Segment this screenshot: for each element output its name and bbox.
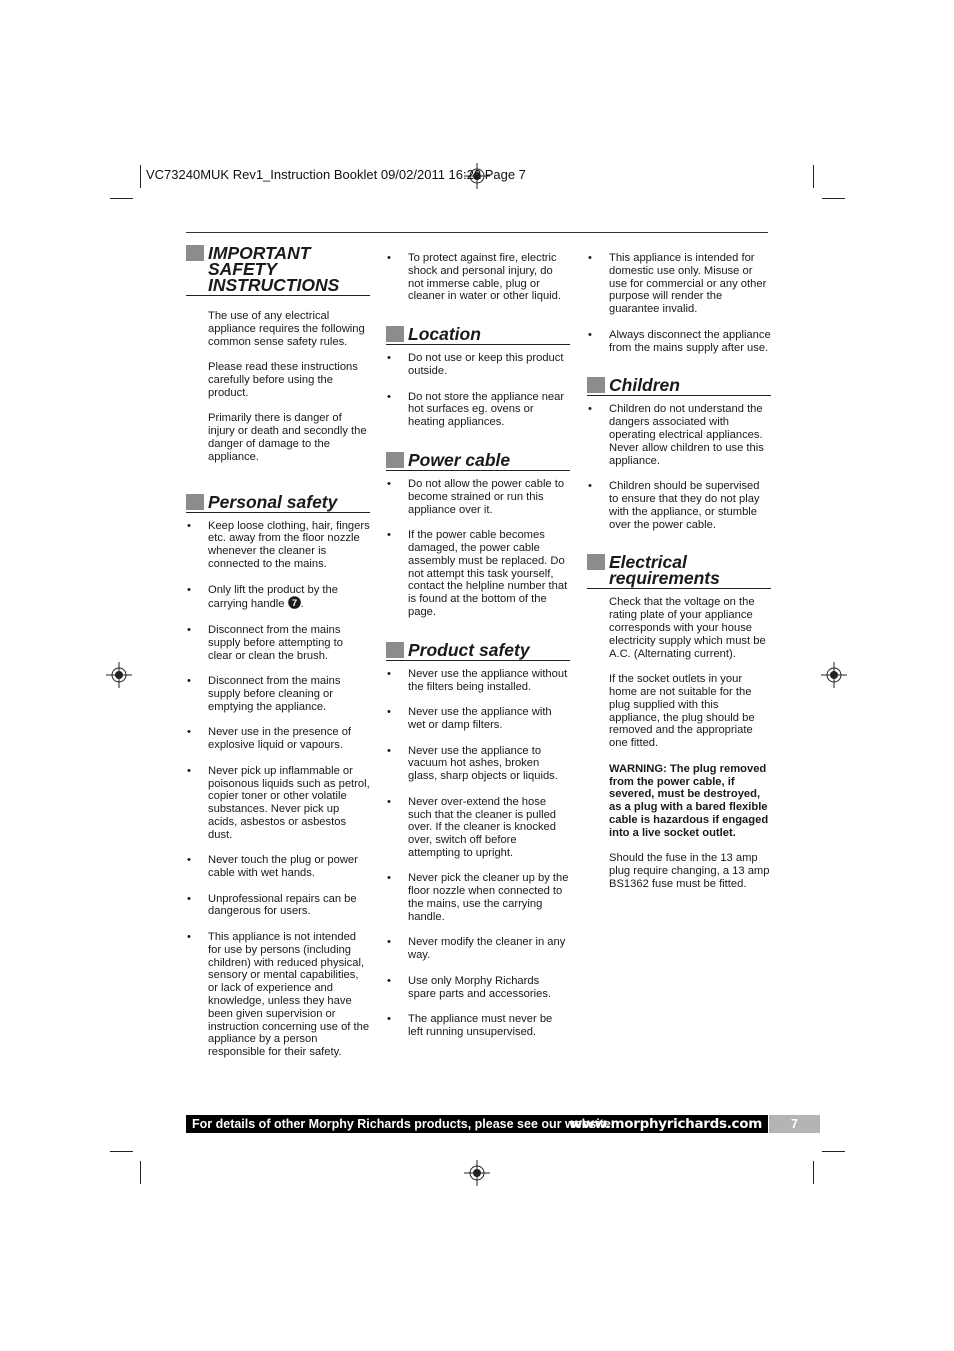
list-item: • Do not store the appliance near hot surfaces eg. ovens or heating appliances. [387,390,565,429]
list-item: • Children do not understand the dangers associated with operating electrical appliances. Never allow children to use this appliance. [588,403,764,467]
list-item: • Never use the appliance to vacuum hot ashes, broken glass, sharp objects or liquids. [387,744,558,783]
column-2 [386,252,570,1039]
section-heading-power-cable: Power cable [386,452,570,471]
intro-paragraph: Please read these instructions carefully before using the product. [208,361,358,399]
print-slug: VC73240MUK Rev1_Instruction Booklet 09/02/2011 16:22 Page 7 [146,167,526,182]
crop-mark [110,1151,133,1152]
list-item: • The appliance must never be left running unsupervised. [387,1013,553,1039]
intro-paragraph: The use of any electrical appliance requires the following common sense safety rules. [208,310,365,348]
section-heading-electrical-requirements: Electrical requirements [587,554,771,589]
list-item: • Never use the appliance with wet or damp filters. [387,706,552,731]
heading-square-icon [386,452,404,468]
footer-bar [186,1115,768,1133]
section-heading-product-safety: Product safety [386,642,570,661]
general-safety-list [386,252,570,303]
list-item: • If the power cable becomes damaged, the power cable assembly must be replaced. Do not attempt this task yourself, contact the helpline number that is found at the bottom of the page. [387,529,568,618]
crop-mark [140,165,141,188]
list-item: • Disconnect from the mains supply before attempting to clear or clean the brush. [187,623,343,662]
list-item: • Do not allow the power cable to become strained or run this appliance over it. [387,477,565,516]
crop-mark [140,1161,141,1184]
list-item: • To protect against fire, electric shock and personal injury, do not immerse cable, plug or cleaner in water or other liquid. [387,252,561,303]
crop-mark [813,165,814,188]
svg-text:7: 7 [291,598,297,610]
section-heading-location: Location [386,326,570,345]
list-item: • Never pick up inflammable or poisonous liquids such as petrol, copier toner or other volatile substances. Never pick up acids, asbestos or asbestos dust. [187,764,370,841]
crop-mark [110,198,133,199]
list-item: • Never use the appliance without the filters being installed. [387,667,568,693]
personal-safety-list [186,520,370,1059]
list-item: • Children should be supervised to ensure that they do not play with the appliance, or stumble over the power cable. [588,480,760,531]
crop-mark [822,1151,845,1152]
heading-square-icon [587,554,605,570]
heading-square-icon [587,377,605,393]
website-link[interactable]: www.morphyrichards.com [570,1116,762,1132]
heading-square-icon [386,642,404,658]
crop-mark [813,1161,814,1184]
list-item: • Use only Morphy Richards spare parts and accessories. [387,974,552,1000]
list-item: • Never touch the plug or power cable with wet hands. [187,854,358,880]
electrical-paragraph: If the socket outlets in your home are not suitable for the plug supplied with this appliance, the plug should be removed and the appropriate one fitted. [609,673,755,750]
usage-list [587,252,771,354]
section-heading-personal-safety: Personal safety [186,494,370,513]
list-item: • Disconnect from the mains supply before cleaning or emptying the appliance. [187,675,341,713]
heading-square-icon [186,245,204,261]
electrical-paragraph: Should the fuse in the 13 amp plug require changing, a 13 amp BS1362 fuse must be fitted. [609,852,770,890]
section-heading-children: Children [587,377,771,396]
list-item: • Never over-extend the hose such that the cleaner is pulled over. If the cleaner is knocked over, switch off before attempting to upright. [387,795,557,859]
registration-mark-icon [464,1160,490,1186]
intro-paragraph: Primarily there is danger of injury or death and secondly the danger of damage to the appliance. [208,412,367,463]
list-item: • Never use in the presence of explosive liquid or vapours. [187,726,352,752]
electrical-paragraph: Check that the voltage on the rating plate of your appliance corresponds with your house electricity supply which must be A.C. (Alternating current). [609,596,766,660]
power-cable-list [386,478,570,619]
registration-mark-icon [821,662,847,688]
product-safety-list [386,668,570,1039]
column-3 [587,252,771,891]
list-item: • Unprofessional repairs can be dangerous for users. [187,892,357,918]
heading-square-icon [386,326,404,342]
list-item: • Do not use or keep this product outside. [387,352,564,377]
list-item: • This appliance is intended for domestic use only. Misuse or use for commercial or any other purpose will render the guarantee invalid. [588,252,767,316]
list-item: • Never pick the cleaner up by the floor nozzle when connected to the mains, use the carrying handle. [387,872,569,923]
list-item: • Never modify the cleaner in any way. [387,936,566,962]
warning-paragraph: WARNING: The plug removed from the power cable, if severed, must be destroyed, as a plug with a bared flexible cable is hazardous if engaged into a live socket outlet. [609,762,769,839]
list-item: • Always disconnect the appliance from the mains supply after use. [588,328,771,354]
callout-number-icon [288,596,301,609]
children-list [587,403,771,531]
crop-mark [822,198,845,199]
list-item: • This appliance is not intended for use by persons (including children) with reduced physical, sensory or mental capabilities, or lack of experience and knowledge, unless they have been given supervision or instruction concerning use of the appliance by a person responsible for their safety. [187,931,370,1059]
top-rule [186,232,768,233]
heading-square-icon [186,494,204,510]
section-heading-important-safety: IMPORTANT SAFETY INSTRUCTIONS [186,245,370,296]
column-1 [186,245,370,1059]
footer-text: For details of other Morphy Richards products, please see our website: [192,1117,616,1131]
list-item: • Keep loose clothing, hair, fingers etc. away from the floor nozzle whenever the cleaner is connected to the mains. [187,519,370,570]
page-number: 7 [769,1115,820,1133]
location-list [386,352,570,429]
registration-mark-icon [106,662,132,688]
list-item: • Only lift the product by the carrying handle 7 . [187,583,338,611]
